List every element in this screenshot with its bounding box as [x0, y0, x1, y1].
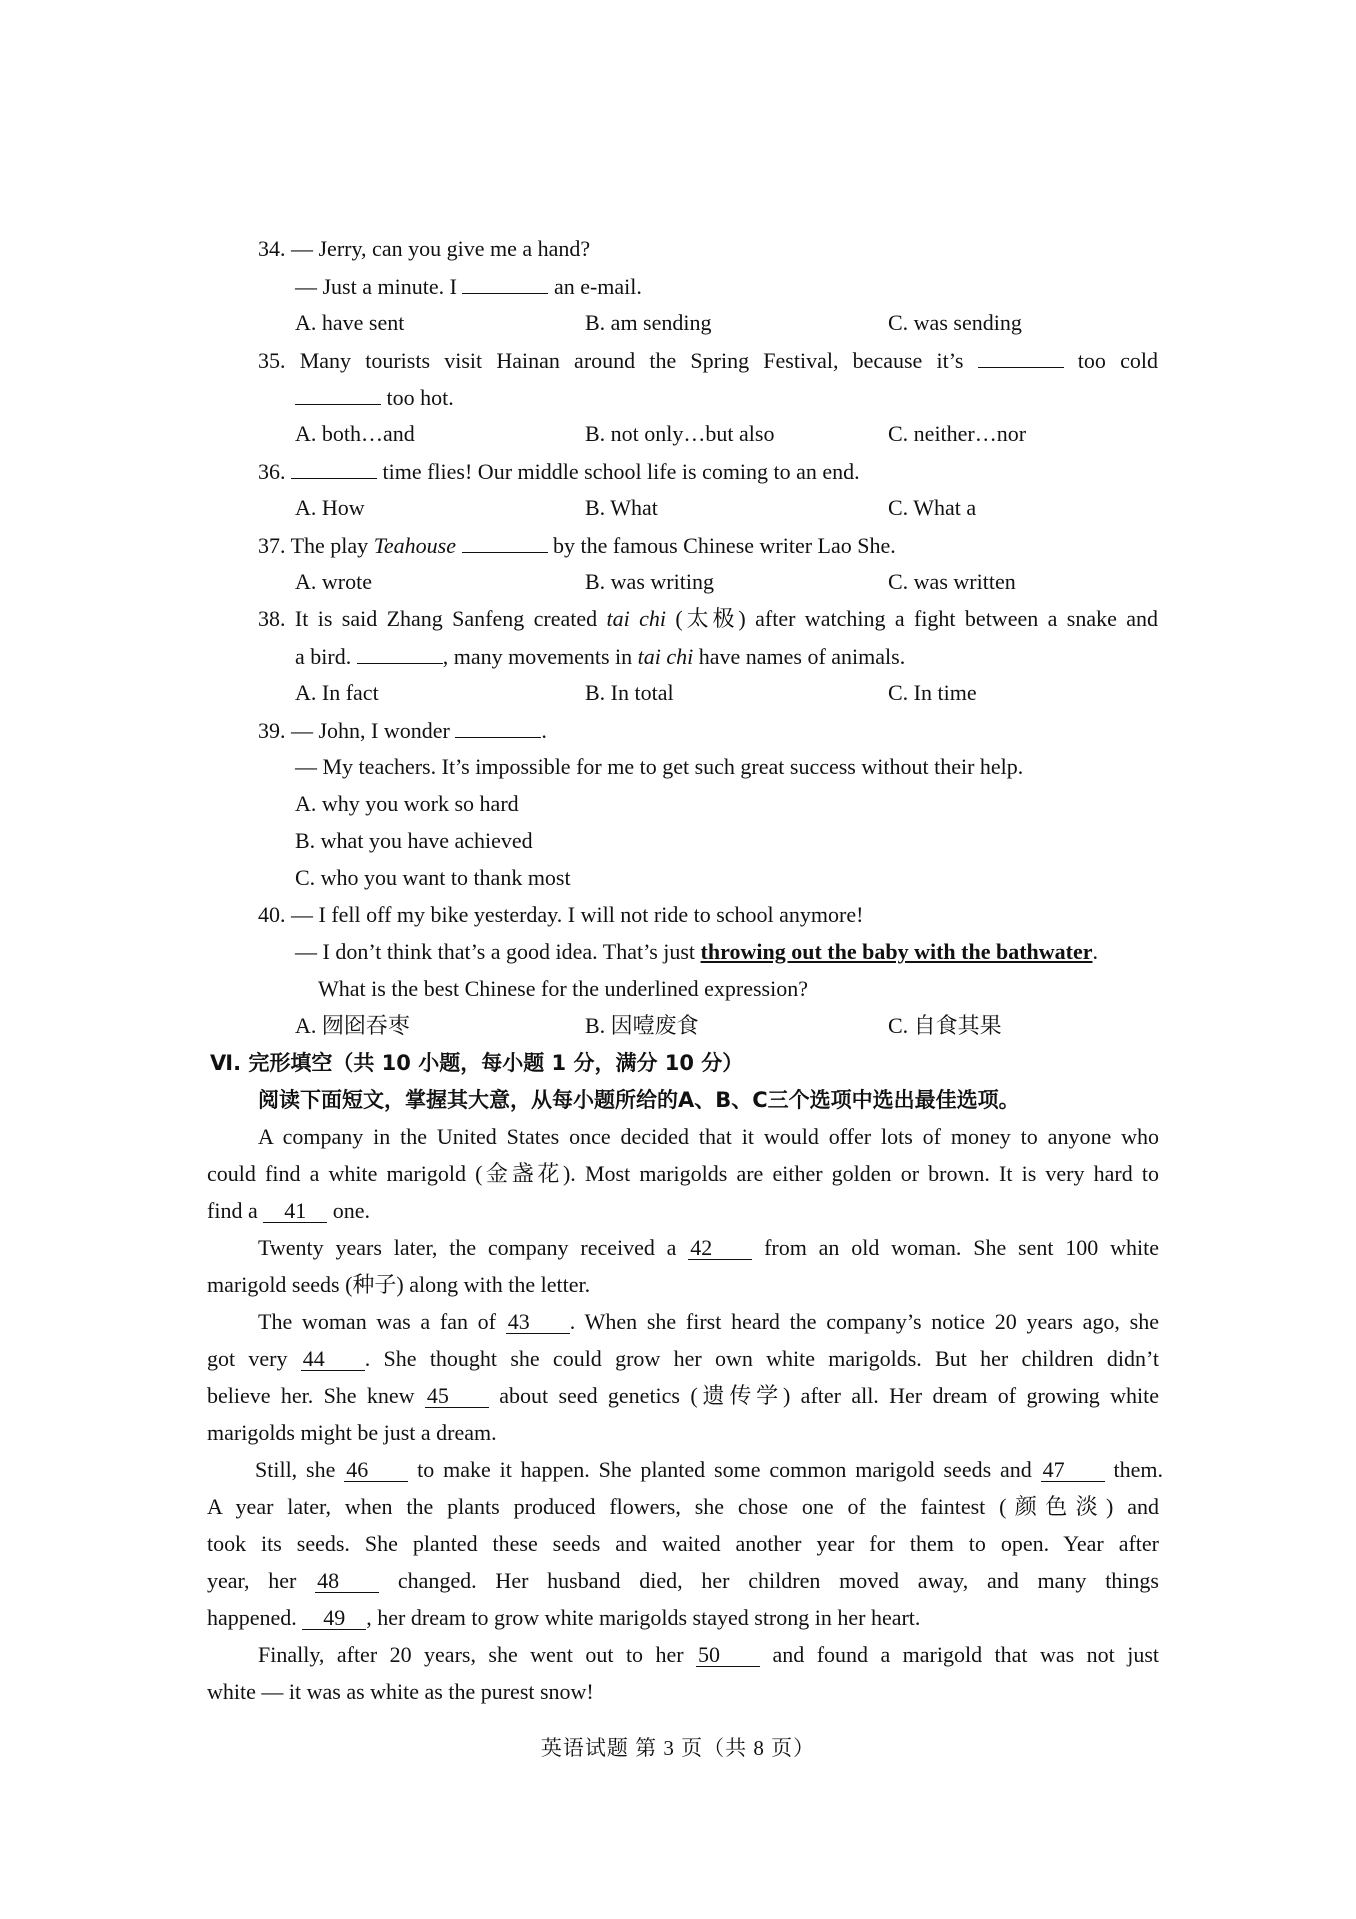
answer-blank	[462, 530, 548, 553]
q35-option-b: B. not only…but also	[585, 421, 775, 446]
blank-41: 41	[263, 1200, 327, 1223]
passage-line: Twenty years later, the company received a 42 from an old woman. She sent 100 white	[258, 1235, 1159, 1260]
answer-blank	[295, 382, 381, 405]
q37-option-a: A. wrote	[295, 569, 372, 594]
blank-46: 46	[344, 1459, 408, 1482]
q39-option-a: A. why you work so hard	[295, 791, 519, 816]
q34-prompt: 34. — Jerry, can you give me a hand?	[258, 236, 591, 261]
answer-blank	[455, 715, 541, 738]
q35-stem: 35. Many tourists visit Hainan around the Spring Festival, because it’s too cold	[258, 345, 1158, 376]
q39-option-c: C. who you want to thank most	[295, 865, 571, 890]
q39-prompt: 39. — John, I wonder .	[258, 715, 547, 746]
q39-option-b: B. what you have achieved	[295, 828, 533, 853]
blank-48: 48	[315, 1570, 379, 1593]
blank-45: 45	[425, 1385, 489, 1408]
passage-line: find a 41 one.	[207, 1198, 370, 1223]
passage-line: marigold seeds (种子) along with the letter.	[207, 1272, 591, 1297]
passage-line: A year later, when the plants produced flowers, she chose one of the faintest (颜色淡) and	[207, 1494, 1159, 1519]
q40-option-a: A. 囫囵吞枣	[295, 1013, 410, 1038]
passage-line: happened. 49 , her dream to grow white marigolds stayed strong in her heart.	[207, 1605, 921, 1630]
blank-44: 44	[301, 1348, 365, 1371]
q37-stem: 37. The play Teahouse by the famous Chinese writer Lao She.	[258, 530, 896, 561]
answer-blank	[357, 641, 443, 664]
blank-42: 42	[688, 1237, 752, 1260]
q36-stem: 36. time flies! Our middle school life is coming to an end.	[258, 456, 860, 487]
q38-option-a: A. In fact	[295, 680, 379, 705]
q38-stem-cont: a bird. , many movements in tai chi have names of animals.	[295, 641, 905, 672]
q34-response: — Just a minute. I an e-mail.	[295, 271, 642, 302]
passage-line: believe her. She knew 45 about seed genetics (遗传学) after all. Her dream of growing white	[207, 1383, 1159, 1408]
q39-response: — My teachers. It’s impossible for me to get such great success without their help.	[295, 754, 1024, 779]
passage-line: could find a white marigold (金盏花). Most marigolds are either golden or brown. It is very hard to	[207, 1161, 1159, 1186]
answer-blank	[462, 271, 548, 294]
q34-option-c: C. was sending	[888, 310, 1022, 335]
blank-50: 50	[696, 1644, 760, 1667]
q35-stem-cont: too hot.	[295, 382, 454, 413]
passage-line: A company in the United States once decided that it would offer lots of money to anyone who	[258, 1124, 1159, 1149]
q40-prompt: 40. — I fell off my bike yesterday. I will not ride to school anymore!	[258, 902, 864, 927]
q40-question: What is the best Chinese for the underlined expression?	[318, 976, 808, 1001]
section-heading: Ⅵ. 完形填空（共 10 小题，每小题 1 分，满分 10 分）	[210, 1051, 744, 1075]
q37-option-b: B. was writing	[585, 569, 714, 594]
q40-option-c: C. 自食其果	[888, 1013, 1002, 1038]
q34-option-b: B. am sending	[585, 310, 712, 335]
q40-response: — I don’t think that’s a good idea. That’s just throwing out the baby with the bathwater.	[295, 939, 1098, 964]
q38-option-b: B. In total	[585, 680, 674, 705]
q36-option-b: B. What	[585, 495, 658, 520]
q36-option-c: C. What a	[888, 495, 977, 520]
section-instruction: 阅读下面短文，掌握其大意，从每小题所给的A、B、C三个选项中选出最佳选项。	[258, 1088, 1020, 1112]
q40-option-b: B. 因噎废食	[585, 1013, 699, 1038]
q38-stem: 38. It is said Zhang Sanfeng created tai chi (太极) after watching a fight between a snake and	[258, 606, 1158, 631]
q34-option-a: A. have sent	[295, 310, 405, 335]
passage-line: white — it was as white as the purest snow!	[207, 1679, 594, 1704]
passage-line: The woman was a fan of 43 . When she first heard the company’s notice 20 years ago, she	[258, 1309, 1159, 1334]
passage-line: year, her 48 changed. Her husband died, her children moved away, and many things	[207, 1568, 1159, 1593]
answer-blank	[291, 456, 377, 479]
q35-option-a: A. both…and	[295, 421, 415, 446]
q36-option-a: A. How	[295, 495, 365, 520]
blank-49: 49	[302, 1607, 366, 1630]
answer-blank	[978, 345, 1064, 368]
blank-47: 47	[1041, 1459, 1105, 1482]
q38-option-c: C. In time	[888, 680, 977, 705]
passage-line: got very 44 . She thought she could grow her own white marigolds. But her children didn’t	[207, 1346, 1159, 1371]
passage-line: marigolds might be just a dream.	[207, 1420, 497, 1445]
q35-option-c: C. neither…nor	[888, 421, 1027, 446]
passage-line: Finally, after 20 years, she went out to her 50 and found a marigold that was not just	[258, 1642, 1159, 1667]
blank-43: 43	[506, 1311, 570, 1334]
passage-line: took its seeds. She planted these seeds and waited another year for them to open. Year after	[207, 1531, 1159, 1556]
underlined-expression: throwing out the baby with the bathwater	[700, 939, 1093, 964]
passage-line: Still, she 46 to make it happen. She planted some common marigold seeds and 47 them.	[255, 1457, 1163, 1482]
page-footer: 英语试题 第 3 页（共 8 页）	[540, 1736, 816, 1760]
q37-option-c: C. was written	[888, 569, 1016, 594]
